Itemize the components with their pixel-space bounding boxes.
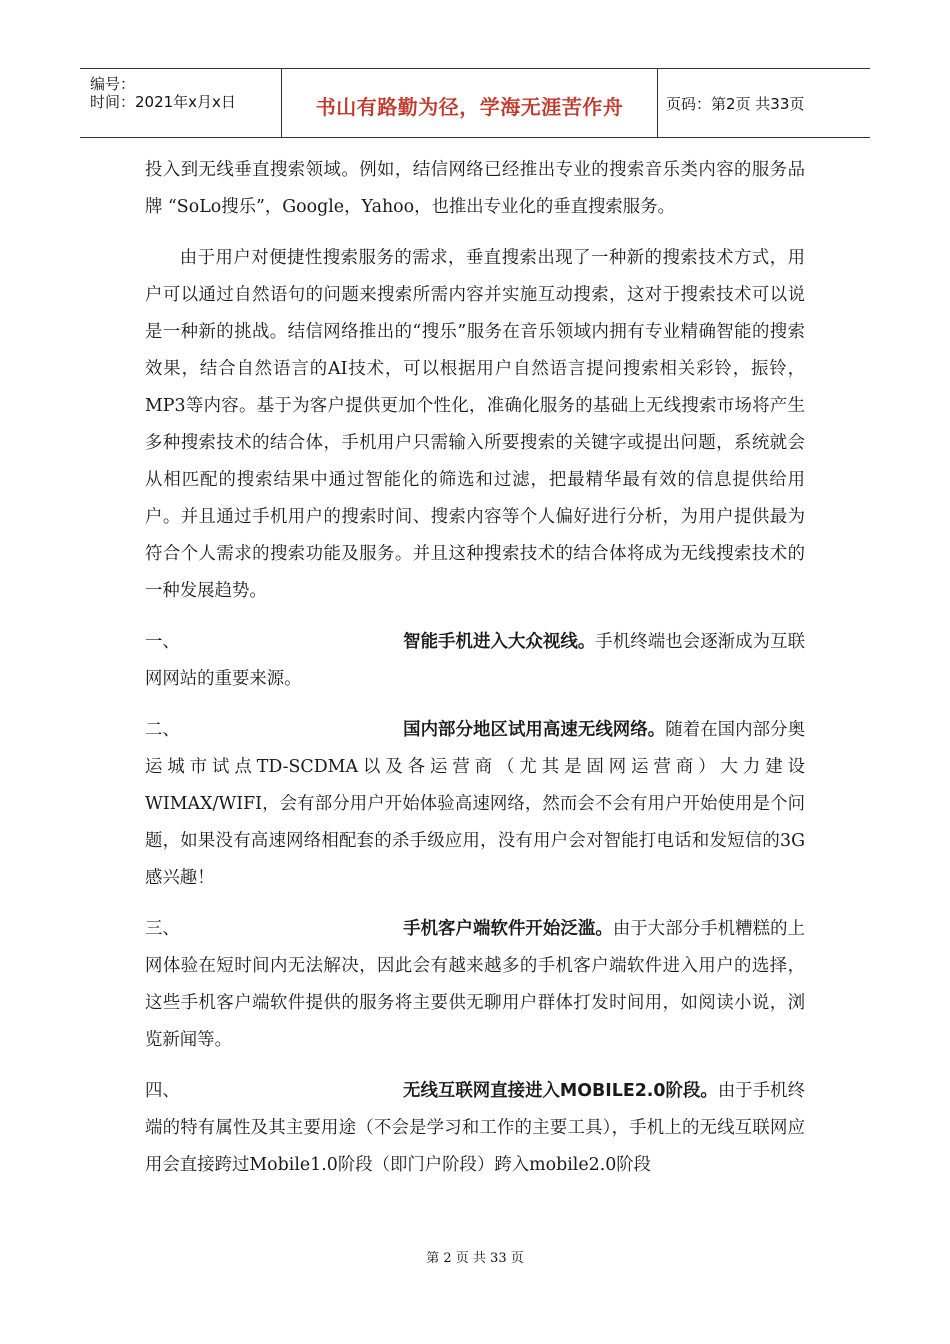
list-item-3 [145, 911, 805, 1059]
serial-label: 编号： [90, 75, 136, 93]
list-text: 随着在国内部分奥运城市试点TD-SCDMA以及各运营商（尤其是固网运营商）大力建设WIMAX/WIFI，会有部分用户开始体验高速网络，然而会不会有用户开始使用是个问题，如果没有高速网络相配套的杀手级应用，没有用户会对智能打电话和发短信的3G感兴趣！ [145, 720, 805, 888]
list-text: 手机终端也会逐渐成为互联网网站的重要来源。 [145, 632, 805, 689]
document-body [145, 152, 805, 1184]
header-meta-cell [80, 69, 282, 137]
list-item-2 [145, 712, 805, 897]
paragraph-2: 由于用户对便捷性搜索服务的需求，垂直搜索出现了一种新的搜索技术方式，用户可以通过自然语句的问题来搜索所需内容并实施互动搜索，这对于搜索技术可以说是一种新的挑战。结信网络推出的“搜乐”服务在音乐领域内拥有专业精确智能的搜索效果，结合自然语言的AI技术，可以根据用户自然语言提问搜索相关彩铃，振铃，MP3等内容。基于为客户提供更加个性化，准确化服务的基础上无线搜索市场将产生多种搜索技术的结合体，手机用户只需输入所要搜索的关键字或提出问题，系统就会从相匹配的搜索结果中通过智能化的筛选和过滤，把最精华最有效的信息提供给用户。并且通过手机用户的搜索时间、搜索内容等个人偏好进行分析，为用户提供最为符合个人需求的搜索功能及服务。并且这种搜索技术的结合体将成为无线搜索技术的一种发展趋势。 [145, 248, 805, 601]
list-numeral: 三、 [145, 919, 180, 939]
paragraph-1: 投入到无线垂直搜索领域。例如，结信网络已经推出专业的搜索音乐类内容的服务品牌 “SoLo搜乐”，Google，Yahoo，也推出专业化的垂直搜索服务。 [145, 160, 805, 217]
list-numeral: 四、 [145, 1081, 180, 1101]
list-heading: 无线互联网直接进入MOBILE2.0阶段。 [403, 1081, 718, 1101]
document-header [80, 68, 870, 138]
list-numeral: 一、 [145, 632, 180, 652]
list-item-1 [145, 624, 805, 698]
list-item-4 [145, 1073, 805, 1184]
header-motto-cell [282, 69, 658, 137]
page-footer: 第 2 页 共 33 页 [426, 1251, 524, 1266]
list-heading: 国内部分地区试用高速无线网络。 [403, 720, 666, 740]
list-heading: 手机客户端软件开始泛滥。 [403, 919, 613, 939]
list-numeral: 二、 [145, 720, 180, 740]
time-label: 时间：2021年x月x日 [90, 93, 236, 111]
list-text: 由于大部分手机糟糕的上网体验在短时间内无法解决，因此会有越来越多的手机客户端软件进入用户的选择，这些手机客户端软件提供的服务将主要供无聊用户群体打发时间用，如阅读小说，浏览新闻等。 [145, 919, 805, 1050]
motto-text: 书山有路勤为径，学海无涯苦作舟 [315, 95, 624, 119]
header-page-cell [658, 69, 870, 137]
list-heading: 智能手机进入大众视线。 [403, 632, 596, 652]
page-info: 页码：第2页 共33页 [666, 95, 805, 113]
list-text: 由于手机终端的特有属性及其主要用途（不会是学习和工作的主要工具），手机上的无线互联网应用会直接跨过Mobile1.0阶段（即门户阶段）跨入mobile2.0阶段 [145, 1081, 805, 1175]
